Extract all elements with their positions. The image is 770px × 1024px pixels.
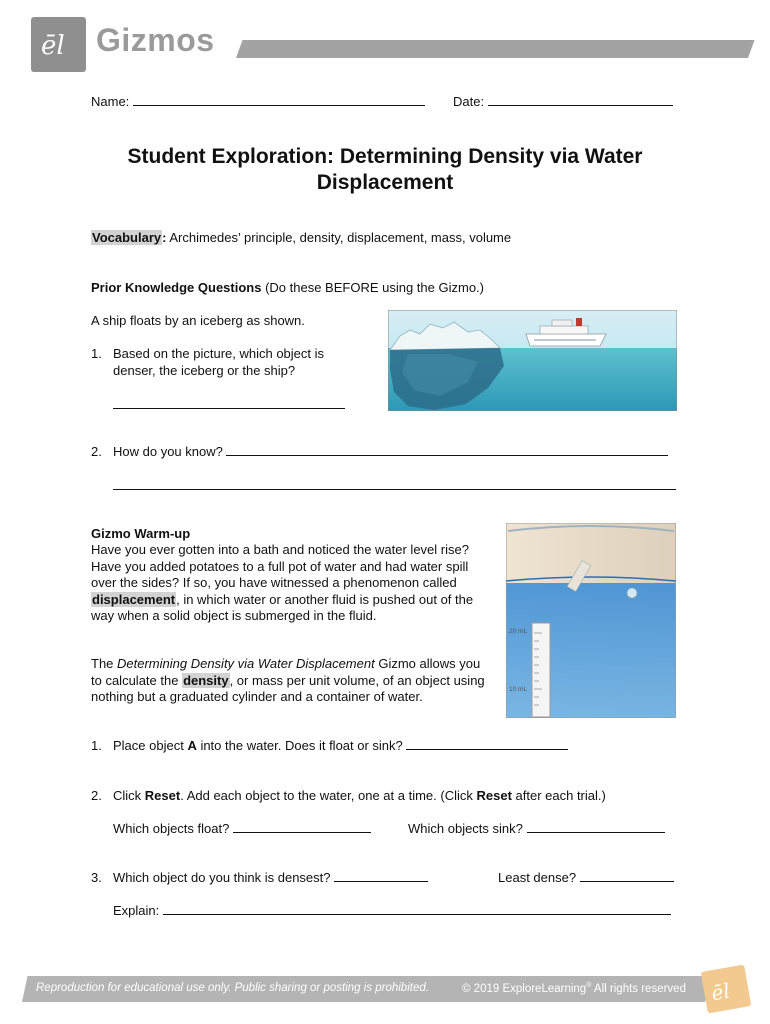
warmup-q2-float: Which objects float?: [113, 821, 371, 836]
warmup-q1-text: Place object A into the water. Does it float or sink?: [113, 738, 568, 753]
term-displacement: displacement: [92, 591, 176, 607]
explain-answer[interactable]: [163, 903, 671, 915]
warmup-q2-text: Click Reset. Add each object to the water, one at a time. (Click Reset after each trial.): [113, 788, 606, 803]
date-label: Date:: [453, 94, 485, 109]
prior-q1-text: Based on the picture, which object is denser, the iceberg or the ship?: [113, 346, 325, 378]
explorelearning-logo: [701, 964, 752, 1013]
warmup-q2-sink: Which objects sink?: [408, 821, 665, 836]
gizmos-logo-mark: [31, 17, 86, 72]
warmup-q3-least: Least dense?: [498, 870, 674, 885]
prior-q2-number: 2.: [91, 444, 102, 459]
term-density: density: [183, 672, 229, 688]
vocabulary-list: Archimedes’ principle, density, displacement, mass, volume: [166, 230, 512, 245]
prior-q1-answer[interactable]: [113, 397, 345, 409]
prior-q2-text: How do you know?: [113, 444, 668, 459]
cylinder-label-10: 10 mL: [509, 686, 528, 693]
cylinder-label-20: 20 mL: [509, 628, 528, 635]
least-dense-answer[interactable]: [580, 870, 674, 882]
name-field: [91, 94, 425, 109]
svg-text:ēl: ēl: [709, 978, 732, 1006]
warmup-heading: Gizmo Warm-up: [91, 526, 191, 541]
svg-text:ēl: ēl: [41, 31, 65, 61]
ship-iceberg-image: [388, 310, 677, 411]
sink-answer[interactable]: [527, 821, 665, 833]
date-field: [453, 94, 673, 109]
graduated-cylinder-image: [506, 523, 676, 718]
prior-q2-answer[interactable]: [226, 444, 668, 456]
brand-name: Gizmos: [96, 22, 215, 58]
page-title: Student Exploration: Determining Density via Water Displacement: [127, 145, 643, 194]
prior-q2-answer-line2[interactable]: [113, 478, 676, 490]
prior-q1-number: 1.: [91, 346, 102, 361]
warmup-paragraph-2: The Determining Density via Water Displacement Gizmo allows you to calculate the density, or mass per unit volume, of an object using nothing but a graduated cylinder and a container of water.: [91, 656, 485, 704]
date-blank[interactable]: [488, 94, 673, 106]
ship-intro: A ship floats by an iceberg as shown.: [91, 313, 305, 328]
warmup-q3-text: Which object do you think is densest?: [113, 870, 428, 885]
warmup-q1-number: 1.: [91, 738, 102, 753]
warmup-q3-number: 3.: [91, 870, 102, 885]
warmup-paragraph-1: Have you ever gotten into a bath and noticed the water level rise? Have you added potatoes to a full pot of water and had water spill over the sides? If so, you have witnessed a phenomenon called displacement, in which water or another fluid is pushed out of the way when a solid object is submerged in the fluid.: [91, 542, 474, 623]
prior-knowledge-heading: Prior Knowledge Questions (Do these BEFORE using the Gizmo.): [91, 280, 484, 295]
warmup-q2-number: 2.: [91, 788, 102, 803]
name-blank[interactable]: [133, 94, 425, 106]
header-bar: [236, 40, 755, 58]
name-label: Name:: [91, 94, 130, 109]
footer-logo-mark: [701, 964, 752, 1013]
vocabulary: Vocabulary: Archimedes’ principle, density, displacement, mass, volume: [92, 230, 512, 245]
gizmos-logo: [31, 17, 86, 72]
warmup-q1-answer[interactable]: [406, 738, 568, 750]
footer-notice: Reproduction for educational use only. Public sharing or posting is prohibited.: [36, 982, 429, 994]
object-ball: [627, 588, 637, 598]
footer-copyright: © 2019 ExploreLearning® All rights reserved: [462, 982, 686, 995]
vocabulary-label: Vocabulary: [92, 230, 162, 245]
warmup-q3-explain: Explain:: [113, 903, 671, 918]
float-answer[interactable]: [233, 821, 371, 833]
densest-answer[interactable]: [334, 870, 428, 882]
graduated-cylinder: [532, 623, 550, 717]
